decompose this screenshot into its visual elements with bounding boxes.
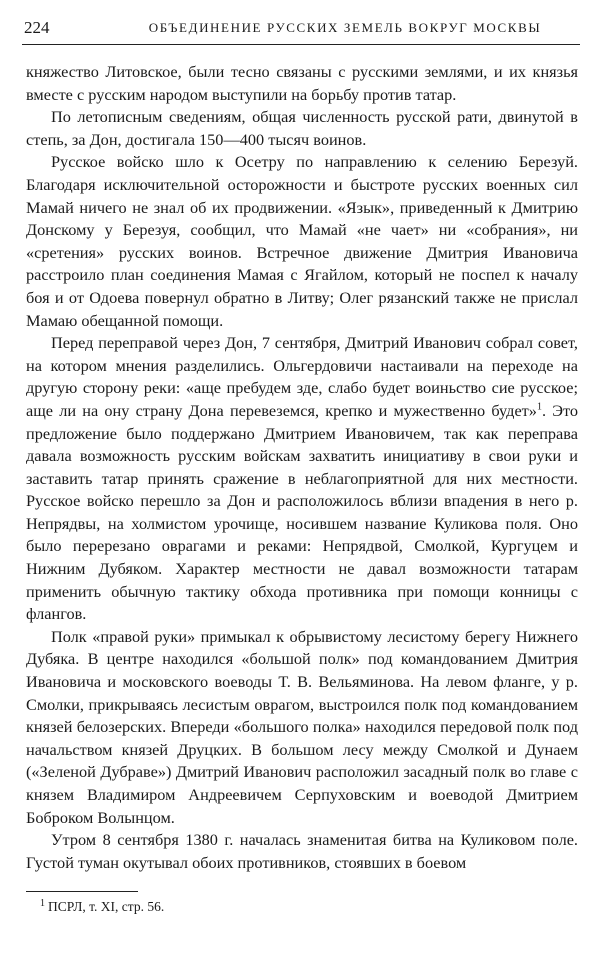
paragraph-6: Утром 8 сентября 1380 г. началась знаменитая битва на Куликовом поле. Густой туман окутывал обоих противников, стоявших в боевом	[26, 830, 578, 872]
footnote-mark: 1	[40, 897, 45, 909]
paragraph-4	[26, 332, 578, 626]
paragraph-4-text-after-note: . Это предложение было поддержано Дмитрием Ивановичем, так как переправа давала возможность русским войскам захватить инициативу в свои руки и заставить татар принять сражение в неблагоприятной для них местности. Русское войско перешло за Дон и расположилось вблизи впадения в него р. Непрядвы, на холмистом урочище, носившем название Куликова поля. Оно было перерезано оврагами и реками: Непрядвой, Смолкой, Кургуцем и Нижним Дубяком. Характер местности не давал возможности татарам применить обычную тактику обхода противника при помощи конницы с флангов.	[26, 400, 579, 624]
paragraph-1: княжество Литовское, были тесно связаны с русскими землями, и их князья вместе с русским народом выступили на борьбу против татар.	[26, 62, 578, 104]
footnote-rule	[26, 891, 138, 892]
footnote-text: ПСРЛ, т. XI, стр. 56.	[48, 899, 165, 914]
running-head	[22, 14, 580, 45]
paragraph-2: По летописным сведениям, общая численность русской рати, двинутой в степь, за Дон, достигала 150—400 тысяч воинов.	[26, 107, 578, 149]
body-text	[26, 61, 578, 874]
running-title: ОБЪЕДИНЕНИЕ РУССКИХ ЗЕМЕЛЬ ВОКРУГ МОСКВЫ	[148, 20, 542, 35]
footnote	[40, 899, 164, 915]
paragraph-3: Русское войско шло к Осетру по направлению к селению Березуй. Благодаря исключительной осторожности и быстроте русских военных сил Мамай ничего не знал об их продвижении. «Язык», приведенный к Дмитрию Донскому у Березуя, сообщил, что Мамай «не чает» ни «собрания», ни «сретения» русских воинов. Встречное движение Дмитрия Ивановича расстроило план соединения Мамая с Ягайлом, который не поспел к началу боя и от Одоева повернул обратно в Литву; Олег рязанский также не прислал Мамаю обещанной помощи.	[26, 152, 578, 330]
paragraph-4-text-before-note: Перед переправой через Дон, 7 сентября, Дмитрий Иванович собрал совет, на котором мнения разделились. Ольгердовичи настаивали на переходе на другую сторону реки: «аще пребудем зде, слабо будет воиньство сие русское; аще ли на ону страну Дона перевеземся, крепко и мужественно будет»	[26, 333, 578, 420]
page-number: 224	[24, 18, 50, 37]
footnote-reference: 1	[536, 401, 542, 413]
paragraph-5: Полк «правой руки» примыкал к обрывистому лесистому берегу Нижнего Дубяка. В центре находился «большой полк» под командованием Дмитрия Ивановича и московского воеводы Т. В. Вельяминова. На левом фланге, у р. Смолки, прикрываясь лесистым оврагом, выстроился полк под командованием князей белозерских. Впереди «большого полка» находился передовой полк под начальством князей Друцких. В большом лесу между Смолкой и Дунаем («Зеленой Дубраве») Дмитрий Иванович расположил засадный полк во главе с князем Владимиром Андреевичем Серпуховским и воеводой Дмитрием Боброком Волынцом.	[26, 626, 578, 827]
